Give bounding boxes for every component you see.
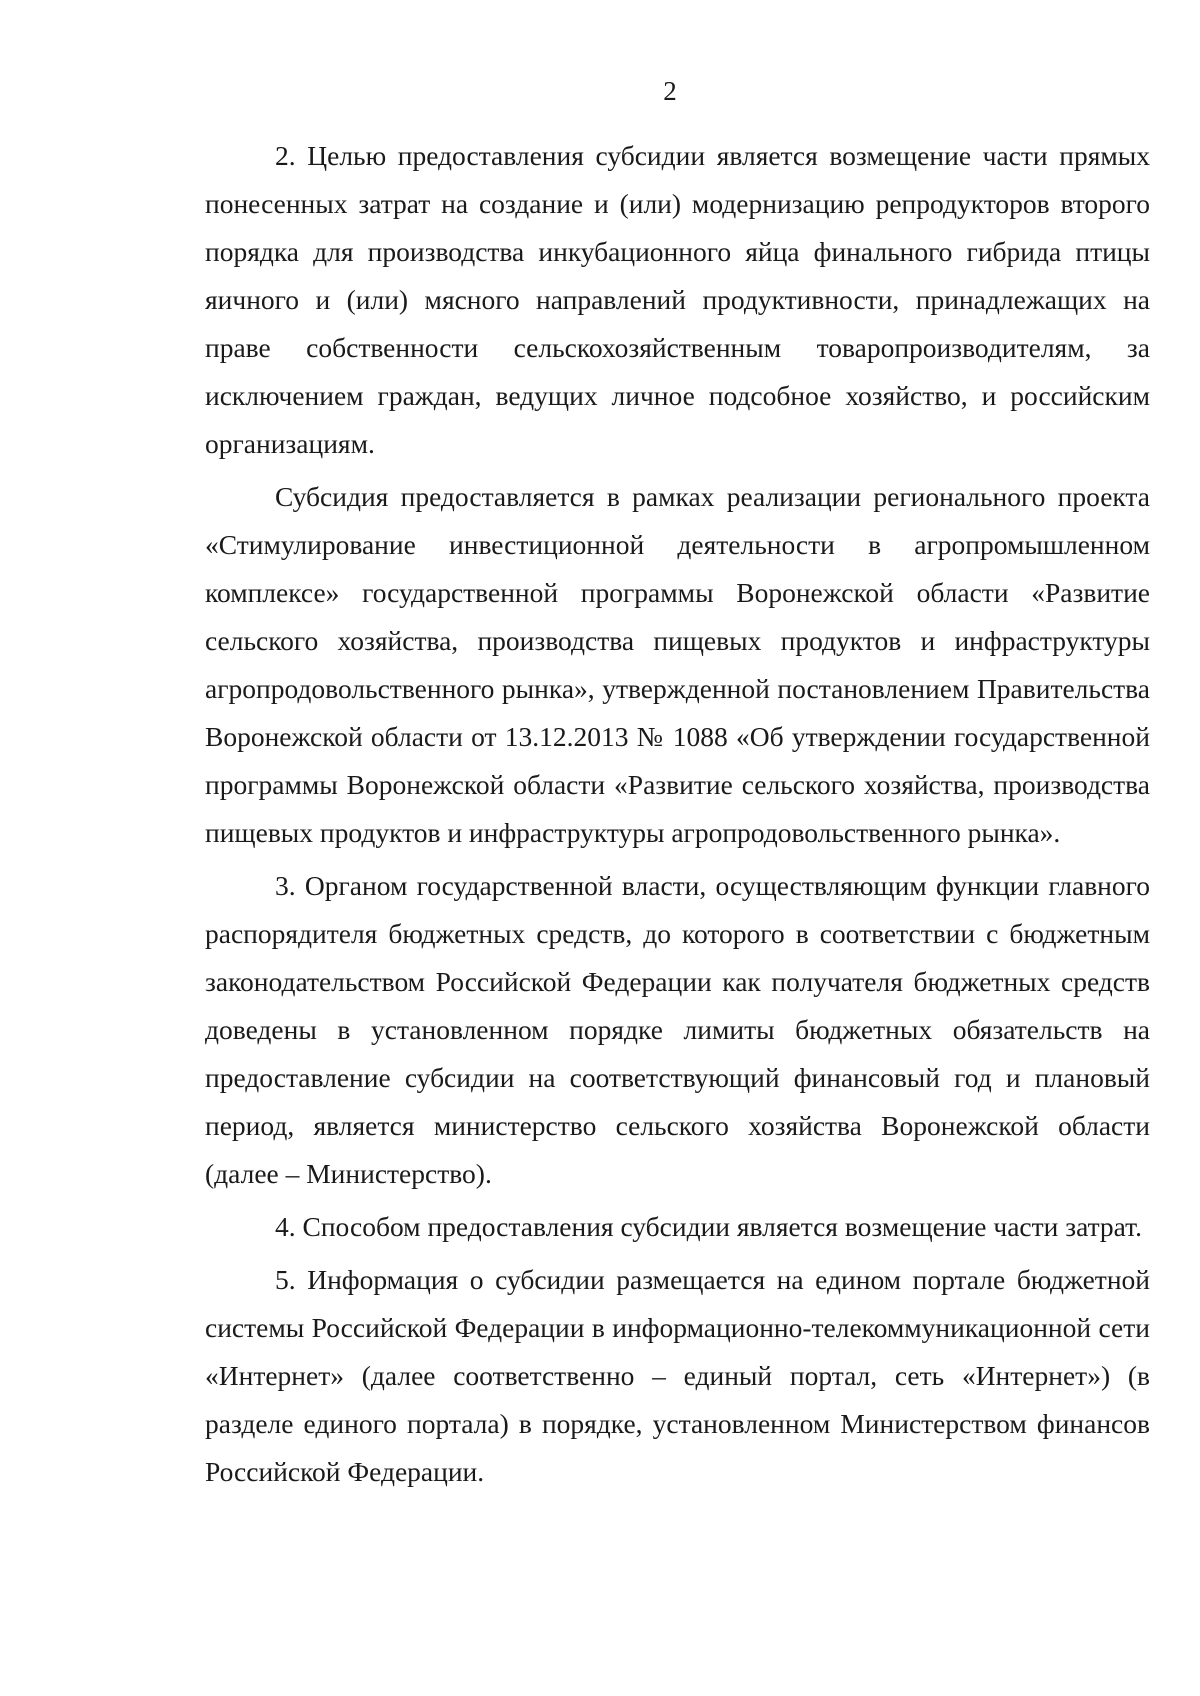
paragraph-budget-authority: 3. Органом государственной власти, осуществляющим функции главного распорядителя бюджетных средств, до которого в соответствии с бюджетным законодательством Российской Федерации как получателя бюджетных средств доведены в установленном порядке лимиты бюджетных обязательств на предоставление субсидии на соответствующий финансовый год и плановый период, является министерство сельского хозяйства Воронежской области (далее – Министерство).	[205, 870, 1150, 1189]
document-body	[205, 132, 1150, 1501]
paragraph-subsidy-information: 5. Информация о субсидии размещается на едином портале бюджетной системы Российской Федерации в информационно-телекоммуникационной сети «Интернет» (далее соответственно – единый портал, сеть «Интернет») (в разделе единого портала) в порядке, установленном Министерством финансов Российской Федерации.	[205, 1264, 1150, 1487]
paragraph-regional-project: Субсидия предоставляется в рамках реализации регионального проекта «Стимулирование инвестиционной деятельности в агропромышленном комплексе» государственной программы Воронежской области «Развитие сельского хозяйства, производства пищевых продуктов и инфраструктуры агропродовольственного рынка», утвержденной постановлением Правительства Воронежской области от 13.12.2013 № 1088 «Об утверждении государственной программы Воронежской области «Развитие сельского хозяйства, производства пищевых продуктов и инфраструктуры агропродовольственного рынка».	[205, 481, 1150, 848]
paragraph-subsidy-method: 4. Способом предоставления субсидии является возмещение части затрат.	[275, 1211, 1142, 1242]
page-number: 2	[663, 76, 677, 106]
paragraph-subsidy-purpose: 2. Целью предоставления субсидии является возмещение части прямых понесенных затрат на создание и (или) модернизацию репродукторов второго порядка для производства инкубационного яйца финального гибрида птицы яичного и (или) мясного направлений продуктивности, принадлежащих на праве собственности сельскохозяйственным товаропроизводителям, за исключением граждан, ведущих личное подсобное хозяйство, и российским организациям.	[205, 140, 1150, 459]
